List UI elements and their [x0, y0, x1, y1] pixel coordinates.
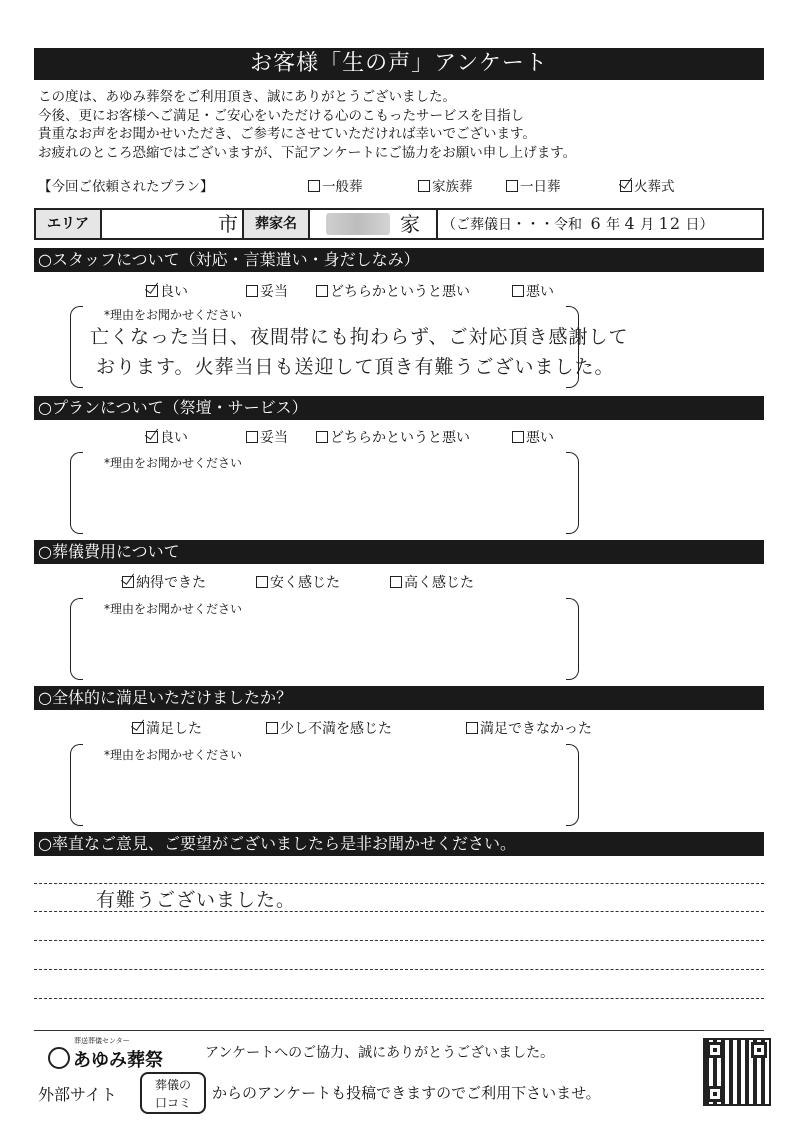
option-label: 満足できなかった: [480, 721, 592, 737]
plan-eval-bad[interactable]: [512, 427, 554, 447]
intro-text: [38, 88, 768, 162]
checkbox-icon[interactable]: [308, 180, 320, 192]
checkbox-icon[interactable]: [466, 722, 478, 734]
funeral-date: [436, 210, 762, 238]
checkbox-icon[interactable]: [246, 431, 258, 443]
plan-option-cremation[interactable]: [620, 175, 675, 195]
plan-eval-rather-bad[interactable]: [316, 427, 470, 447]
option-label: 妥当: [260, 430, 288, 446]
option-label: 満足した: [146, 721, 202, 737]
qr-finder: [707, 1086, 723, 1102]
checkbox-icon[interactable]: [390, 576, 402, 588]
overall-option-satisfied[interactable]: [132, 718, 202, 738]
reason-label: *理由をお聞かせください: [104, 308, 243, 322]
option-label: 火葬式: [634, 179, 675, 195]
comment-bracket-right: [566, 598, 579, 680]
checkbox-checked-icon[interactable]: [146, 431, 158, 443]
writing-line: [34, 969, 764, 970]
cost-option-expensive[interactable]: [390, 572, 474, 592]
staff-comment-line1: 亡くなった当日、夜間帯にも拘わらず、ご対応頂き感謝して: [90, 326, 629, 348]
staff-comment-line2: おります。火葬当日も送迎して頂き有難うございました。: [96, 356, 615, 378]
checkbox-icon[interactable]: [316, 285, 328, 297]
reason-label: *理由をお聞かせください: [104, 456, 243, 470]
writing-line: [34, 911, 764, 912]
month-unit: 月: [640, 217, 655, 233]
option-label: 安く感じた: [270, 575, 340, 591]
checkbox-icon[interactable]: [512, 431, 524, 443]
option-label: 家族葬: [432, 179, 473, 195]
section-staff-title: ○スタッフについて（対応・言葉遣い・身だしなみ）: [34, 248, 764, 272]
family-name-label: 葬家名: [242, 210, 310, 238]
option-label: 良い: [160, 430, 188, 446]
plan-label: 【今回ご依頼されたプラン】: [38, 179, 214, 195]
checkbox-icon[interactable]: [266, 722, 278, 734]
year-unit: 年: [606, 217, 621, 233]
post-note: からのアンケートも投稿できますのでご利用下さいませ。: [212, 1084, 601, 1102]
option-label: 一日葬: [520, 179, 561, 195]
comment-bracket-right: [566, 452, 579, 534]
comment-bracket-left: [70, 744, 83, 826]
qr-finder: [707, 1042, 723, 1058]
comment-bracket-right: [566, 744, 579, 826]
plan-option-family[interactable]: [418, 175, 473, 195]
staff-option-rather-bad[interactable]: [316, 281, 470, 301]
comment-bracket-left: [70, 306, 83, 388]
day-unit: 日）: [685, 217, 714, 233]
reason-label: *理由をお聞かせください: [104, 748, 243, 762]
intro-line: お疲れのところ恐縮ではございますが、下記アンケートにご協力をお願い申し上げます。: [38, 144, 577, 161]
page-title: お客様「生の声」アンケート: [34, 48, 764, 80]
plan-option-oneday[interactable]: [506, 175, 561, 195]
plan-eval-fair[interactable]: [246, 427, 288, 447]
cost-option-convinced[interactable]: [122, 572, 206, 592]
checkbox-checked-icon[interactable]: [122, 576, 134, 588]
plan-option-general[interactable]: [308, 175, 363, 195]
date-month: 4: [624, 214, 636, 233]
option-label: 高く感じた: [404, 575, 474, 591]
date-year: 6: [590, 214, 602, 233]
plan-eval-options: [0, 427, 800, 447]
option-label: 悪い: [526, 284, 554, 300]
thanks-text: アンケートへのご協力、誠にありがとうございました。: [205, 1045, 555, 1061]
option-label: 妥当: [260, 284, 288, 300]
reason-label: *理由をお聞かせください: [104, 602, 243, 616]
staff-option-fair[interactable]: [246, 281, 288, 301]
staff-option-bad[interactable]: [512, 281, 554, 301]
area-label: エリア: [36, 210, 102, 238]
writing-line: [34, 883, 764, 884]
option-label: 少し不満を感じた: [280, 721, 392, 737]
date-label: （ご葬儀日・・・令和: [442, 217, 582, 233]
section-overall-title: ○全体的に満足いただけましたか？: [34, 686, 764, 710]
flower-logo-icon: [48, 1047, 70, 1069]
area-city: 市: [218, 212, 238, 236]
writing-line: [34, 998, 764, 999]
overall-option-slightly-unsatisfied[interactable]: [266, 718, 392, 738]
intro-line: 貴重なお声をお聞かせいただき、ご参考にさせていただければ幸いでございます。: [38, 126, 536, 142]
badge-line2: 口コミ: [154, 1096, 191, 1110]
review-site-badge[interactable]: [140, 1072, 206, 1114]
plan-eval-good[interactable]: [146, 427, 188, 447]
family-suffix: 家: [400, 212, 420, 236]
option-label: 良い: [160, 284, 188, 300]
checkbox-checked-icon[interactable]: [132, 722, 144, 734]
checkbox-icon[interactable]: [512, 285, 524, 297]
cost-option-cheap[interactable]: [256, 572, 340, 592]
section-opinion-title: ○率直なご意見、ご要望がございましたら是非お聞かせください。: [34, 832, 764, 856]
logo-text: あゆみ葬祭: [73, 1050, 163, 1071]
option-label: どちらかというと悪い: [330, 430, 470, 446]
overall-options: [0, 718, 800, 738]
badge-line1: 葬儀の: [154, 1078, 191, 1092]
logo-subtitle: 葬送葬儀センター: [74, 1037, 130, 1045]
info-box: [34, 208, 764, 240]
checkbox-checked-icon[interactable]: [146, 285, 158, 297]
overall-option-unsatisfied[interactable]: [466, 718, 592, 738]
opinion-comment: 有難うございました。: [96, 889, 297, 911]
plan-selection-row: [38, 175, 768, 195]
qr-code-icon[interactable]: [703, 1038, 771, 1106]
checkbox-checked-icon[interactable]: [620, 180, 632, 192]
comment-bracket-left: [70, 598, 83, 680]
section-cost-title: ○葬儀費用について: [34, 540, 764, 564]
section-plan-title: ○プランについて（祭壇・サービス）: [34, 396, 764, 420]
option-label: 一般葬: [322, 179, 363, 195]
option-label: 納得できた: [136, 575, 206, 591]
redacted-family-name: [326, 213, 390, 235]
option-label: 悪い: [526, 430, 554, 446]
comment-bracket-left: [70, 452, 83, 534]
company-logo: [48, 1036, 163, 1072]
checkbox-icon[interactable]: [316, 431, 328, 443]
footer-divider: [34, 1030, 764, 1031]
date-day: 12: [658, 214, 681, 233]
intro-line: この度は、あゆみ葬祭をご利用頂き、誠にありがとうございました。: [38, 89, 456, 105]
writing-line: [34, 940, 764, 941]
qr-finder: [751, 1042, 767, 1058]
checkbox-icon[interactable]: [256, 576, 268, 588]
checkbox-icon[interactable]: [418, 180, 430, 192]
staff-options: [0, 281, 800, 301]
staff-option-good[interactable]: [146, 281, 188, 301]
checkbox-icon[interactable]: [506, 180, 518, 192]
cost-options: [0, 572, 800, 592]
checkbox-icon[interactable]: [246, 285, 258, 297]
option-label: どちらかというと悪い: [330, 284, 470, 300]
external-site-label: 外部サイト: [38, 1085, 117, 1104]
intro-line: 今後、更にお客様へご満足・ご安心をいただける心のこもったサービスを目指し: [38, 107, 524, 124]
